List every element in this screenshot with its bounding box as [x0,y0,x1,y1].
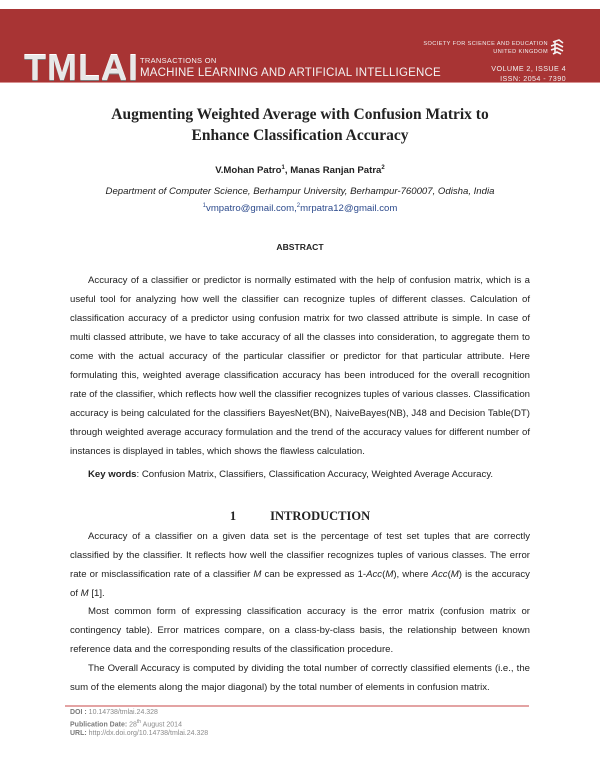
section-number: 1 [229,509,237,523]
text-run: ( [447,569,451,580]
author-separator: , [284,165,291,177]
paper-title-line1: Augmenting Weighted Average with Confusion Matrix to [111,106,489,123]
text-run: ), where [393,569,432,580]
doi-value[interactable]: 10.14738/tmlai.24.328 [86,709,158,716]
url-label: URL: [70,730,87,738]
publication-footer [70,708,208,739]
author-emails [0,203,600,214]
math-symbol: M [450,569,459,580]
abstract-body: Accuracy of a classifier or predictor is normally estimated with the help of confusion matrix, which is a useful tool for analyzing how well the classifier can recognize tuples of different classes. Calculation of classification accuracy of a predictor using confusion matrix for two classed attribute is simple. In case of multi classed attribute, we have to take accuracy of all the classes into consideration, to aggregate them to come with the actual accuracy of the particular classifier or predictor for that particular attribute. Here formulating this, weighted average classification accuracy has been introduced for the overall recognition rate of the classifier, which reflects how well the classifier recognizes tuples of various classes. Classification accuracy is being calculated for the classifiers BayesNet(BN), NaiveBayes(NB), J48 and Decision Table(DT) through weighted average accuracy formulation and the trend of the accuracy values for different number of instances is displayed in tables, which shows the flawless calculation. [70,275,530,457]
email-marker: 1 [202,203,207,209]
email-link[interactable]: vmpatro@gmail.com, [206,203,297,215]
publisher [423,40,548,56]
authors [0,165,600,176]
math-symbol: M [80,588,89,599]
intro-paragraph-1 [70,527,530,603]
author-name: V.Mohan Patro [215,165,282,177]
email-link[interactable]: mrpatra12@gmail.com [300,203,398,215]
text-run: can be expressed as 1- [261,569,367,580]
keywords-label: Key words [88,469,137,480]
journal-name-line1: TRANSACTIONS ON [140,56,217,65]
society-logo-icon [549,39,565,55]
text-run: ( [382,569,386,580]
keywords [70,465,530,484]
publisher-name: SOCIETY FOR SCIENCE AND EDUCATION [423,41,548,47]
author-affiliation-marker: 1 [281,165,285,171]
keywords-list: : Confusion Matrix, Classifiers, Classification Accuracy, Weighted Average Accuracy. [136,469,494,480]
author-affiliation-marker: 2 [381,165,385,171]
journal-logo: TMLAI [24,47,139,88]
journal-name-line2: MACHINE LEARNING AND ARTIFICIAL INTELLIGENCE [140,67,441,79]
section-heading [0,509,600,524]
text-run: Accuracy of a classifier on a given data set is the percentage of test set tuples that are correctly classified by the classifier. It reflects how well the classifier recognizes tuples of various classes. The error rate or misclassification rate of a classifier [70,531,530,580]
section-title: INTRODUCTION [270,509,371,523]
citation: [1]. [88,588,105,599]
paper-title-line2: Enhance Classification Accuracy [191,127,409,144]
journal-banner [0,9,600,88]
doi-line [70,708,208,718]
paper-title [60,104,540,146]
abstract-heading: ABSTRACT [276,242,324,252]
email-marker: 2 [296,203,301,209]
footer-divider [65,705,529,707]
date-month-year: August 2014 [141,720,182,728]
intro-paragraph-2 [70,602,530,659]
issn: ISSN: 2054 - 7390 [500,74,566,83]
date-day: 28 [127,720,137,728]
date-label: Publication Date: [70,720,128,728]
paragraph-text: Most common form of expressing classification accuracy is the error matrix (confusion matrix or contingency table). Error matrices compare, on a class-by-class basis, the relationship between known reference data and the corresponding results of the classification procedure. [70,606,530,655]
publication-date-line [70,718,208,730]
url-link[interactable]: http://dx.doi.org/10.14738/tmlai.24.328 [86,730,209,738]
volume-issue: VOLUME 2, ISSUE 4 [491,64,566,73]
math-symbol: M [385,569,394,580]
publisher-country: UNITED KINGDOM [493,49,548,55]
math-symbol: Acc [366,569,383,580]
issue-info [491,64,566,84]
math-symbol: Acc [431,569,448,580]
author-name: Manas Ranjan Patra [290,165,382,177]
affiliation: Department of Computer Science, Berhampur University, Berhampur-760007, Odisha, India [105,186,495,197]
paragraph-text: The Overall Accuracy is computed by dividing the total number of correctly classified elements (i.e., the sum of the elements along the major diagonal) by the total number of elements in confusion matrix. [70,663,530,693]
math-symbol: M [253,569,262,580]
text-run: ) is the accuracy of [70,569,530,599]
url-line [70,729,208,739]
intro-paragraph-3 [70,659,530,697]
journal-name [140,56,441,80]
date-suffix: th [136,718,142,725]
doi-label: DOI : [70,709,87,716]
abstract-text [70,271,530,461]
